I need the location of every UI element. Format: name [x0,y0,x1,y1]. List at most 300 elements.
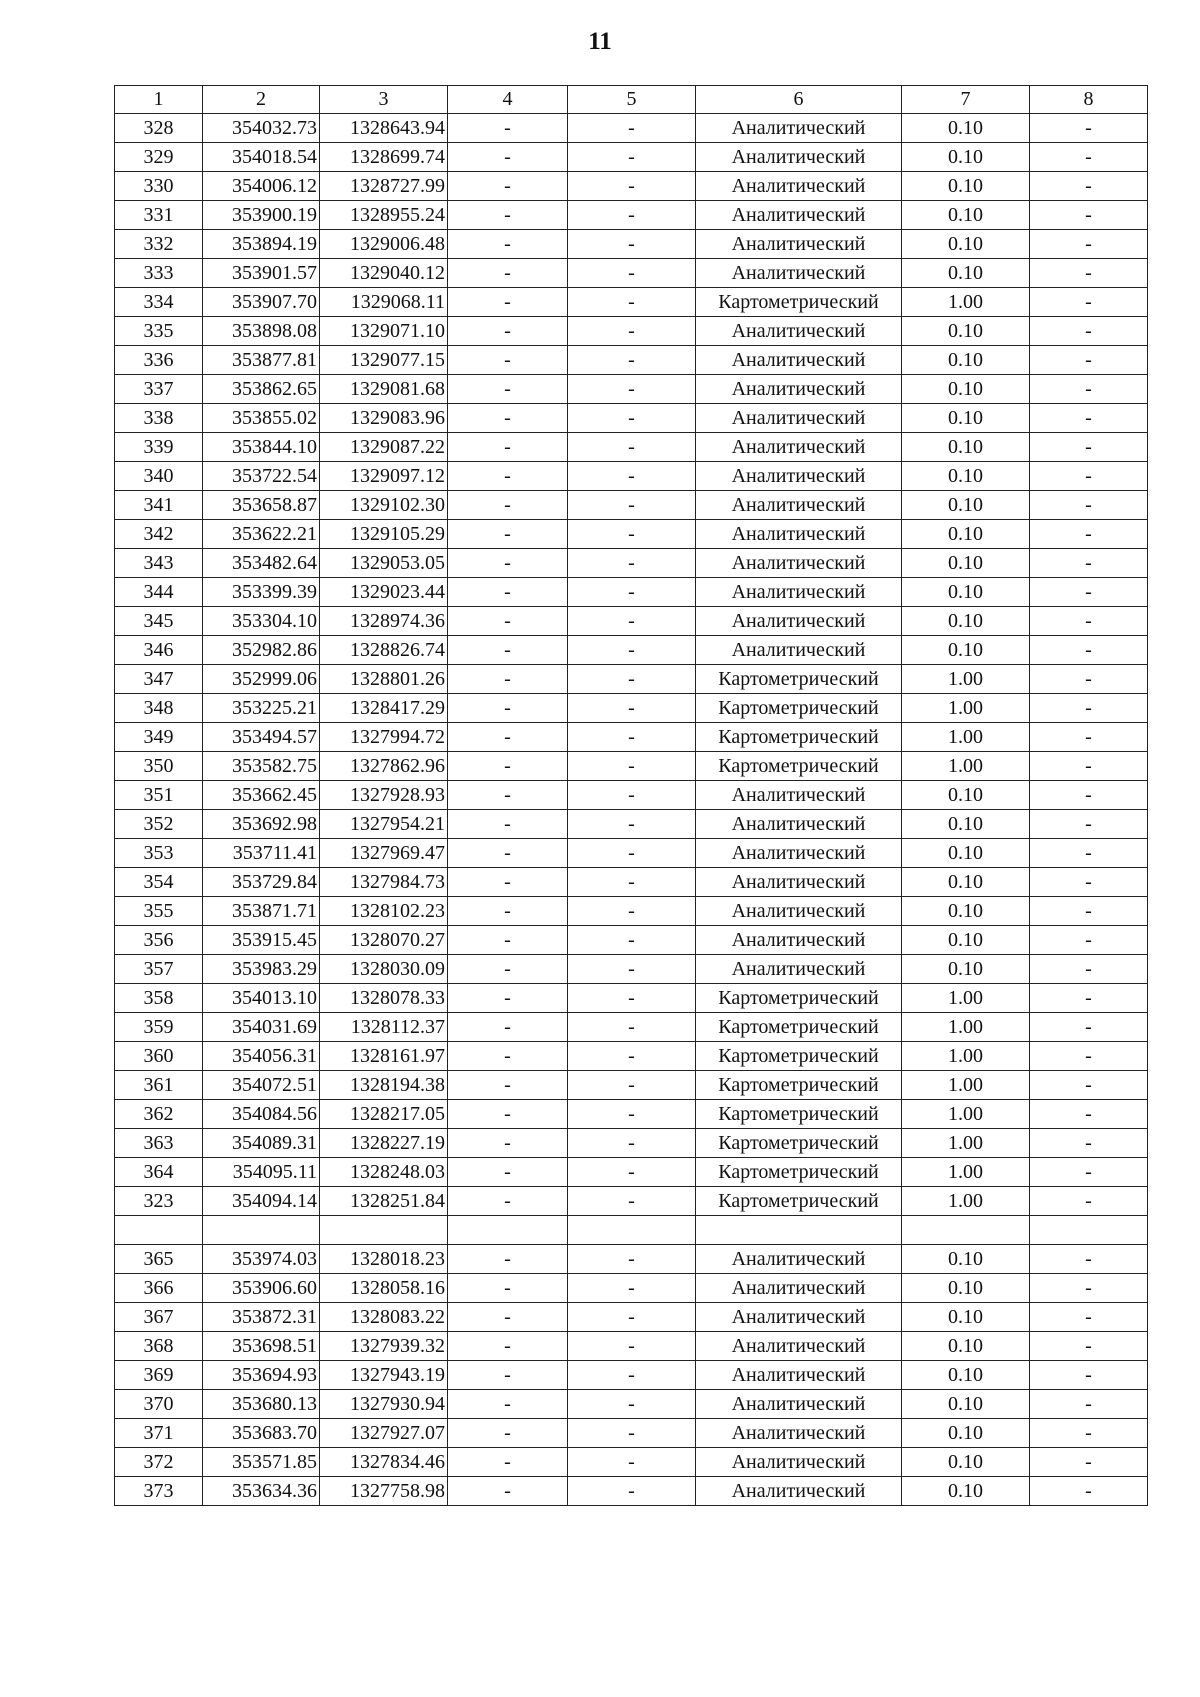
col5-cell: - [568,491,696,520]
method-cell: Картометрический [696,752,902,781]
x-coordinate-cell: 353855.02 [203,404,320,433]
point-number-cell: 334 [115,288,203,317]
y-coordinate-cell: 1328161.97 [320,1042,448,1071]
point-number-cell: 350 [115,752,203,781]
col4-cell: - [448,114,568,143]
col8-cell: - [1030,1332,1148,1361]
col8-cell: - [1030,520,1148,549]
header-cell: 1 [115,86,203,114]
accuracy-cell: 0.10 [902,1303,1030,1332]
table-row [115,1419,1148,1448]
accuracy-cell: 0.10 [902,839,1030,868]
accuracy-cell: 0.10 [902,317,1030,346]
y-coordinate-cell: 1328194.38 [320,1071,448,1100]
y-coordinate-cell: 1329081.68 [320,375,448,404]
x-coordinate-cell: 353494.57 [203,723,320,752]
point-number-cell: 340 [115,462,203,491]
point-number-cell: 352 [115,810,203,839]
method-cell: Аналитический [696,1245,902,1274]
header-cell: 6 [696,86,902,114]
method-cell: Картометрический [696,984,902,1013]
point-number-cell: 336 [115,346,203,375]
point-number-cell: 357 [115,955,203,984]
col5-cell: - [568,404,696,433]
point-number-cell: 345 [115,607,203,636]
col5-cell: - [568,549,696,578]
col8-cell: - [1030,810,1148,839]
method-cell: Аналитический [696,1332,902,1361]
table-row [115,172,1148,201]
col5-cell: - [568,143,696,172]
col4-cell: - [448,433,568,462]
method-cell: Аналитический [696,346,902,375]
x-coordinate-cell: 353694.93 [203,1361,320,1390]
accuracy-cell: 1.00 [902,1071,1030,1100]
col4-cell: - [448,520,568,549]
col8-cell: - [1030,926,1148,955]
header-cell: 2 [203,86,320,114]
header-cell: 8 [1030,86,1148,114]
col4-cell: - [448,1448,568,1477]
point-number-cell: 323 [115,1187,203,1216]
accuracy-cell: 0.10 [902,114,1030,143]
col4-cell: - [448,665,568,694]
y-coordinate-cell: 1328030.09 [320,955,448,984]
accuracy-cell [902,1216,1030,1245]
y-coordinate-cell: 1328227.19 [320,1129,448,1158]
x-coordinate-cell: 353901.57 [203,259,320,288]
col8-cell: - [1030,491,1148,520]
x-coordinate-cell: 354072.51 [203,1071,320,1100]
col4-cell: - [448,1303,568,1332]
col8-cell: - [1030,1448,1148,1477]
point-number-cell: 331 [115,201,203,230]
x-coordinate-cell: 353983.29 [203,955,320,984]
point-number-cell: 373 [115,1477,203,1506]
col4-cell: - [448,810,568,839]
method-cell: Картометрический [696,1071,902,1100]
col5-cell: - [568,1158,696,1187]
table-row [115,1187,1148,1216]
point-number-cell: 337 [115,375,203,404]
accuracy-cell: 1.00 [902,288,1030,317]
accuracy-cell: 0.10 [902,1274,1030,1303]
page-number: 11 [588,28,612,55]
col5-cell: - [568,1448,696,1477]
accuracy-cell: 0.10 [902,607,1030,636]
col4-cell: - [448,1361,568,1390]
table-row [115,259,1148,288]
method-cell: Аналитический [696,375,902,404]
col5-cell: - [568,955,696,984]
table-row [115,1042,1148,1071]
col5-cell: - [568,1303,696,1332]
col5-cell: - [568,114,696,143]
table-row [115,520,1148,549]
col8-cell: - [1030,1245,1148,1274]
accuracy-cell: 0.10 [902,1361,1030,1390]
accuracy-cell: 0.10 [902,549,1030,578]
col5-cell: - [568,1100,696,1129]
x-coordinate-cell: 354013.10 [203,984,320,1013]
y-coordinate-cell: 1329053.05 [320,549,448,578]
col4-cell: - [448,201,568,230]
col4-cell: - [448,172,568,201]
point-number-cell: 330 [115,172,203,201]
point-number-cell: 329 [115,143,203,172]
method-cell: Аналитический [696,404,902,433]
col8-cell: - [1030,462,1148,491]
col5-cell [568,1216,696,1245]
method-cell: Аналитический [696,1419,902,1448]
accuracy-cell: 0.10 [902,520,1030,549]
col4-cell: - [448,1332,568,1361]
accuracy-cell: 0.10 [902,230,1030,259]
point-number-cell: 369 [115,1361,203,1390]
y-coordinate-cell: 1328251.84 [320,1187,448,1216]
y-coordinate-cell: 1328974.36 [320,607,448,636]
col8-cell: - [1030,172,1148,201]
method-cell: Аналитический [696,230,902,259]
col5-cell: - [568,984,696,1013]
y-coordinate-cell: 1328643.94 [320,114,448,143]
accuracy-cell: 0.10 [902,491,1030,520]
table-row [115,1245,1148,1274]
col4-cell: - [448,578,568,607]
x-coordinate-cell: 353844.10 [203,433,320,462]
y-coordinate-cell: 1329040.12 [320,259,448,288]
x-coordinate-cell: 353722.54 [203,462,320,491]
col4-cell: - [448,143,568,172]
table-row [115,114,1148,143]
x-coordinate-cell: 353711.41 [203,839,320,868]
col4-cell: - [448,549,568,578]
header-cell: 4 [448,86,568,114]
x-coordinate-cell: 353894.19 [203,230,320,259]
point-number-cell: 361 [115,1071,203,1100]
method-cell: Аналитический [696,955,902,984]
point-number-cell: 355 [115,897,203,926]
table-row [115,926,1148,955]
accuracy-cell: 0.10 [902,346,1030,375]
method-cell: Аналитический [696,781,902,810]
col5-cell: - [568,462,696,491]
col5-cell: - [568,1419,696,1448]
x-coordinate-cell: 353658.87 [203,491,320,520]
method-cell: Аналитический [696,868,902,897]
x-coordinate-cell: 353662.45 [203,781,320,810]
col4-cell: - [448,404,568,433]
col5-cell: - [568,607,696,636]
table-body [115,114,1148,1506]
col4-cell: - [448,752,568,781]
y-coordinate-cell: 1328018.23 [320,1245,448,1274]
x-coordinate-cell: 353906.60 [203,1274,320,1303]
x-coordinate-cell: 353634.36 [203,1477,320,1506]
point-number-cell: 367 [115,1303,203,1332]
y-coordinate-cell: 1327969.47 [320,839,448,868]
col5-cell: - [568,1274,696,1303]
point-number-cell: 362 [115,1100,203,1129]
x-coordinate-cell: 353872.31 [203,1303,320,1332]
y-coordinate-cell [320,1216,448,1245]
col4-cell: - [448,346,568,375]
accuracy-cell: 1.00 [902,752,1030,781]
x-coordinate-cell: 354089.31 [203,1129,320,1158]
table-row [115,636,1148,665]
table-row [115,665,1148,694]
point-number-cell: 351 [115,781,203,810]
point-number-cell: 368 [115,1332,203,1361]
col8-cell: - [1030,1274,1148,1303]
y-coordinate-cell: 1327984.73 [320,868,448,897]
method-cell: Аналитический [696,114,902,143]
col5-cell: - [568,781,696,810]
x-coordinate-cell: 353698.51 [203,1332,320,1361]
col4-cell: - [448,1187,568,1216]
y-coordinate-cell: 1327834.46 [320,1448,448,1477]
x-coordinate-cell: 354006.12 [203,172,320,201]
table-row [115,1303,1148,1332]
x-coordinate-cell: 353622.21 [203,520,320,549]
x-coordinate-cell: 353877.81 [203,346,320,375]
accuracy-cell: 1.00 [902,1187,1030,1216]
table-row [115,1071,1148,1100]
point-number-cell: 358 [115,984,203,1013]
y-coordinate-cell: 1329071.10 [320,317,448,346]
col5-cell: - [568,520,696,549]
col5-cell: - [568,1013,696,1042]
accuracy-cell: 0.10 [902,1245,1030,1274]
method-cell: Аналитический [696,897,902,926]
method-cell: Аналитический [696,926,902,955]
x-coordinate-cell [203,1216,320,1245]
x-coordinate-cell: 354084.56 [203,1100,320,1129]
y-coordinate-cell: 1327930.94 [320,1390,448,1419]
method-cell: Аналитический [696,1361,902,1390]
col5-cell: - [568,1332,696,1361]
col5-cell: - [568,230,696,259]
col8-cell: - [1030,1129,1148,1158]
table-row [115,288,1148,317]
col5-cell: - [568,375,696,404]
method-cell: Аналитический [696,578,902,607]
accuracy-cell: 0.10 [902,1390,1030,1419]
accuracy-cell: 0.10 [902,810,1030,839]
x-coordinate-cell: 353871.71 [203,897,320,926]
col8-cell: - [1030,1419,1148,1448]
accuracy-cell: 0.10 [902,143,1030,172]
method-cell: Аналитический [696,1477,902,1506]
y-coordinate-cell: 1329006.48 [320,230,448,259]
col8-cell: - [1030,1361,1148,1390]
point-number-cell: 366 [115,1274,203,1303]
method-cell: Аналитический [696,317,902,346]
col8-cell: - [1030,346,1148,375]
table-row [115,462,1148,491]
col5-cell: - [568,346,696,375]
col4-cell: - [448,955,568,984]
method-cell: Картометрический [696,1187,902,1216]
point-number-cell: 343 [115,549,203,578]
method-cell: Аналитический [696,1303,902,1332]
col5-cell: - [568,1245,696,1274]
col4-cell: - [448,868,568,897]
x-coordinate-cell: 353898.08 [203,317,320,346]
y-coordinate-cell: 1328112.37 [320,1013,448,1042]
col5-cell: - [568,839,696,868]
accuracy-cell: 1.00 [902,1013,1030,1042]
table-row [115,549,1148,578]
col5-cell: - [568,172,696,201]
point-number-cell: 344 [115,578,203,607]
col5-cell: - [568,1361,696,1390]
y-coordinate-cell: 1328217.05 [320,1100,448,1129]
x-coordinate-cell: 352999.06 [203,665,320,694]
y-coordinate-cell: 1327928.93 [320,781,448,810]
method-cell: Аналитический [696,462,902,491]
col8-cell: - [1030,694,1148,723]
accuracy-cell: 0.10 [902,1448,1030,1477]
table-row [115,230,1148,259]
table-row [115,723,1148,752]
col4-cell: - [448,897,568,926]
y-coordinate-cell: 1327994.72 [320,723,448,752]
y-coordinate-cell: 1328083.22 [320,1303,448,1332]
point-number-cell: 332 [115,230,203,259]
point-number-cell: 371 [115,1419,203,1448]
table-row [115,752,1148,781]
col4-cell: - [448,1245,568,1274]
table-row [115,868,1148,897]
method-cell: Картометрический [696,1013,902,1042]
table-row [115,1013,1148,1042]
method-cell: Аналитический [696,810,902,839]
x-coordinate-cell: 354095.11 [203,1158,320,1187]
point-number-cell [115,1216,203,1245]
col5-cell: - [568,578,696,607]
table-row [115,1361,1148,1390]
method-cell: Картометрический [696,1042,902,1071]
table-row [115,897,1148,926]
accuracy-cell: 0.10 [902,897,1030,926]
col8-cell: - [1030,578,1148,607]
table-row [115,375,1148,404]
x-coordinate-cell: 353571.85 [203,1448,320,1477]
point-number-cell: 365 [115,1245,203,1274]
accuracy-cell: 0.10 [902,1332,1030,1361]
coordinates-table [114,85,1148,1506]
col8-cell: - [1030,1071,1148,1100]
table-row [115,1390,1148,1419]
col4-cell: - [448,1071,568,1100]
col4-cell: - [448,839,568,868]
point-number-cell: 335 [115,317,203,346]
method-cell: Картометрический [696,1100,902,1129]
col4-cell: - [448,259,568,288]
col4-cell: - [448,1042,568,1071]
accuracy-cell: 0.10 [902,259,1030,288]
y-coordinate-cell: 1329083.96 [320,404,448,433]
col8-cell: - [1030,143,1148,172]
col5-cell: - [568,868,696,897]
y-coordinate-cell: 1327758.98 [320,1477,448,1506]
x-coordinate-cell: 353907.70 [203,288,320,317]
col5-cell: - [568,1390,696,1419]
table-row [115,1332,1148,1361]
col5-cell: - [568,201,696,230]
table-row [115,1216,1148,1245]
table-row [115,839,1148,868]
col4-cell: - [448,462,568,491]
y-coordinate-cell: 1329102.30 [320,491,448,520]
method-cell: Аналитический [696,1390,902,1419]
col8-cell [1030,1216,1148,1245]
x-coordinate-cell: 353915.45 [203,926,320,955]
col5-cell: - [568,1071,696,1100]
method-cell: Аналитический [696,433,902,462]
y-coordinate-cell: 1328078.33 [320,984,448,1013]
y-coordinate-cell: 1328955.24 [320,201,448,230]
col4-cell: - [448,317,568,346]
col4-cell: - [448,984,568,1013]
y-coordinate-cell: 1328248.03 [320,1158,448,1187]
header-cell: 5 [568,86,696,114]
col4-cell: - [448,288,568,317]
y-coordinate-cell: 1329105.29 [320,520,448,549]
y-coordinate-cell: 1328826.74 [320,636,448,665]
x-coordinate-cell: 353482.64 [203,549,320,578]
x-coordinate-cell: 353862.65 [203,375,320,404]
col4-cell: - [448,230,568,259]
accuracy-cell: 0.10 [902,433,1030,462]
y-coordinate-cell: 1328070.27 [320,926,448,955]
table-row [115,1129,1148,1158]
point-number-cell: 359 [115,1013,203,1042]
col4-cell: - [448,781,568,810]
accuracy-cell: 1.00 [902,665,1030,694]
col8-cell: - [1030,1100,1148,1129]
col4-cell: - [448,926,568,955]
point-number-cell: 353 [115,839,203,868]
header-row [115,86,1148,114]
point-number-cell: 349 [115,723,203,752]
col5-cell: - [568,926,696,955]
col4-cell: - [448,694,568,723]
x-coordinate-cell: 354056.31 [203,1042,320,1071]
method-cell: Аналитический [696,259,902,288]
y-coordinate-cell: 1329087.22 [320,433,448,462]
col8-cell: - [1030,1042,1148,1071]
col5-cell: - [568,1042,696,1071]
col4-cell: - [448,1477,568,1506]
table-row [115,1274,1148,1303]
col4-cell: - [448,1158,568,1187]
col5-cell: - [568,723,696,752]
point-number-cell: 356 [115,926,203,955]
table-row [115,143,1148,172]
accuracy-cell: 0.10 [902,404,1030,433]
accuracy-cell: 0.10 [902,375,1030,404]
table-row [115,810,1148,839]
col8-cell: - [1030,288,1148,317]
accuracy-cell: 0.10 [902,1419,1030,1448]
table-row [115,317,1148,346]
col8-cell: - [1030,317,1148,346]
col8-cell: - [1030,723,1148,752]
x-coordinate-cell: 354094.14 [203,1187,320,1216]
col4-cell: - [448,1274,568,1303]
